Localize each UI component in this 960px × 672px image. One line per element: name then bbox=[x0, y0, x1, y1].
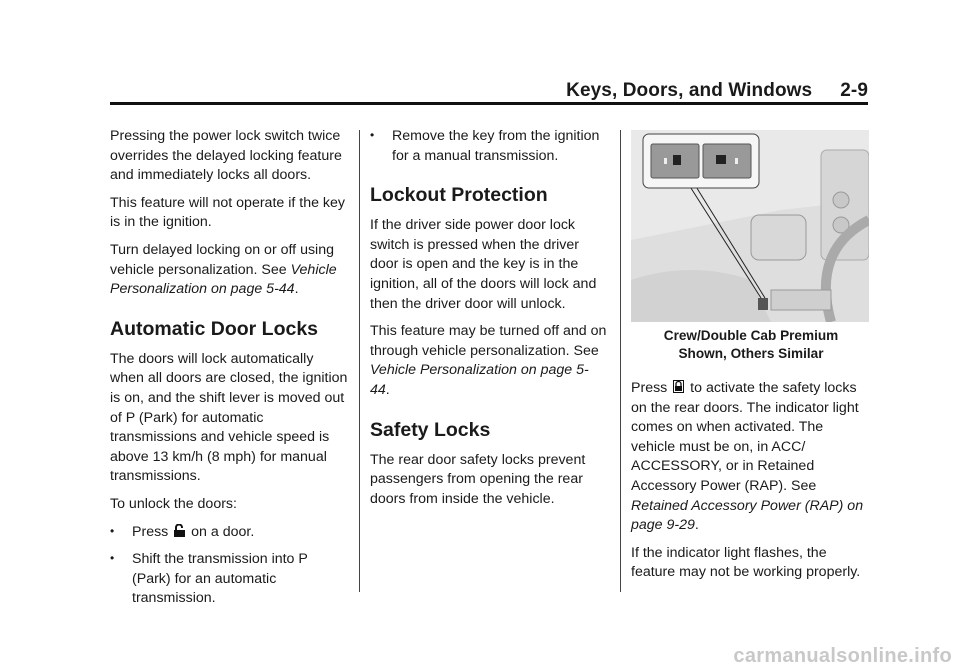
text: . bbox=[294, 281, 299, 298]
text: Press bbox=[631, 380, 668, 396]
paragraph: If the driver side power door lock switch is pressed when the driver door is open and the key is in the ignition, all of the doors will lock and then the driver door will unlock. bbox=[370, 217, 597, 312]
text: This feature may be turned off and on through vehicle personalization. See bbox=[370, 323, 607, 359]
watermark: carmanualsonline.info bbox=[733, 645, 952, 667]
safety-lock-switch-illustration bbox=[631, 130, 869, 322]
heading-automatic-door-locks: Automatic Door Locks bbox=[110, 317, 319, 340]
paragraph: The rear door safety locks prevent passengers from opening the rear doors from inside the vehicle. bbox=[370, 451, 586, 507]
bullet-list bbox=[110, 523, 348, 609]
paragraph: Pressing the power lock switch twice overrides the delayed locking feature and immediately locks all doors. bbox=[110, 128, 342, 184]
column-3 bbox=[631, 130, 871, 591]
list-item bbox=[110, 523, 348, 543]
paragraph bbox=[370, 322, 608, 400]
paragraph: The doors will lock automatically when all doors are closed, the ignition is on, and the shift lever is moved out of P (Park) for automatic transmissions and vehicle speed is above 13 km/h (8 mph) for manual transmissions. bbox=[110, 350, 348, 485]
unlock-icon bbox=[174, 524, 185, 537]
caption-line: Crew/Double Cab Premium bbox=[663, 328, 839, 343]
text: . bbox=[694, 517, 699, 534]
paragraph: If the indicator light flashes, the feature may not be working properly. bbox=[631, 544, 861, 581]
text: on a door. bbox=[191, 523, 255, 540]
paragraph bbox=[110, 241, 348, 300]
bullet-list bbox=[370, 127, 608, 166]
heading-lockout-protection: Lockout Protection bbox=[370, 184, 548, 207]
safety-lock-icon bbox=[673, 380, 684, 393]
text: Turn delayed locking on or off using vehicle personalization. See bbox=[110, 241, 334, 278]
paragraph: To unlock the doors: bbox=[110, 495, 237, 512]
cross-reference: Vehicle Personalization on page 5-44 bbox=[110, 261, 337, 298]
heading-safety-locks: Safety Locks bbox=[370, 418, 491, 441]
column-2 bbox=[370, 127, 608, 517]
paragraph bbox=[631, 379, 871, 536]
paragraph: This feature will not operate if the key is in the ignition. bbox=[110, 194, 346, 231]
column-divider bbox=[620, 130, 621, 592]
page-number: 2-9 bbox=[840, 80, 868, 101]
cross-reference: Vehicle Personalization on page 5-44 bbox=[370, 362, 589, 398]
page-header bbox=[566, 80, 868, 102]
caption-line: Shown, Others Similar bbox=[678, 346, 824, 361]
section-title: Keys, Doors, and Windows bbox=[566, 80, 813, 101]
column-1 bbox=[110, 127, 348, 617]
list-item: • Remove the key from the ignition for a manual transmission. bbox=[370, 127, 608, 166]
cross-reference: Retained Accessory Power (RAP) on page 9-29 bbox=[631, 497, 864, 534]
text: . bbox=[385, 381, 390, 398]
text: to activate the safety locks on the rear doors. The indicator light comes on when activated. The vehicle must be on, in ACC/ ACCESSORY, or in Retained Accessory Power (RAP). See bbox=[631, 380, 859, 494]
figure-caption bbox=[631, 327, 871, 363]
list-item: • Shift the transmission into P (Park) for an automatic transmission. bbox=[110, 550, 348, 609]
column-divider bbox=[359, 130, 360, 592]
header-rule bbox=[110, 102, 868, 105]
text: Press bbox=[132, 523, 169, 540]
